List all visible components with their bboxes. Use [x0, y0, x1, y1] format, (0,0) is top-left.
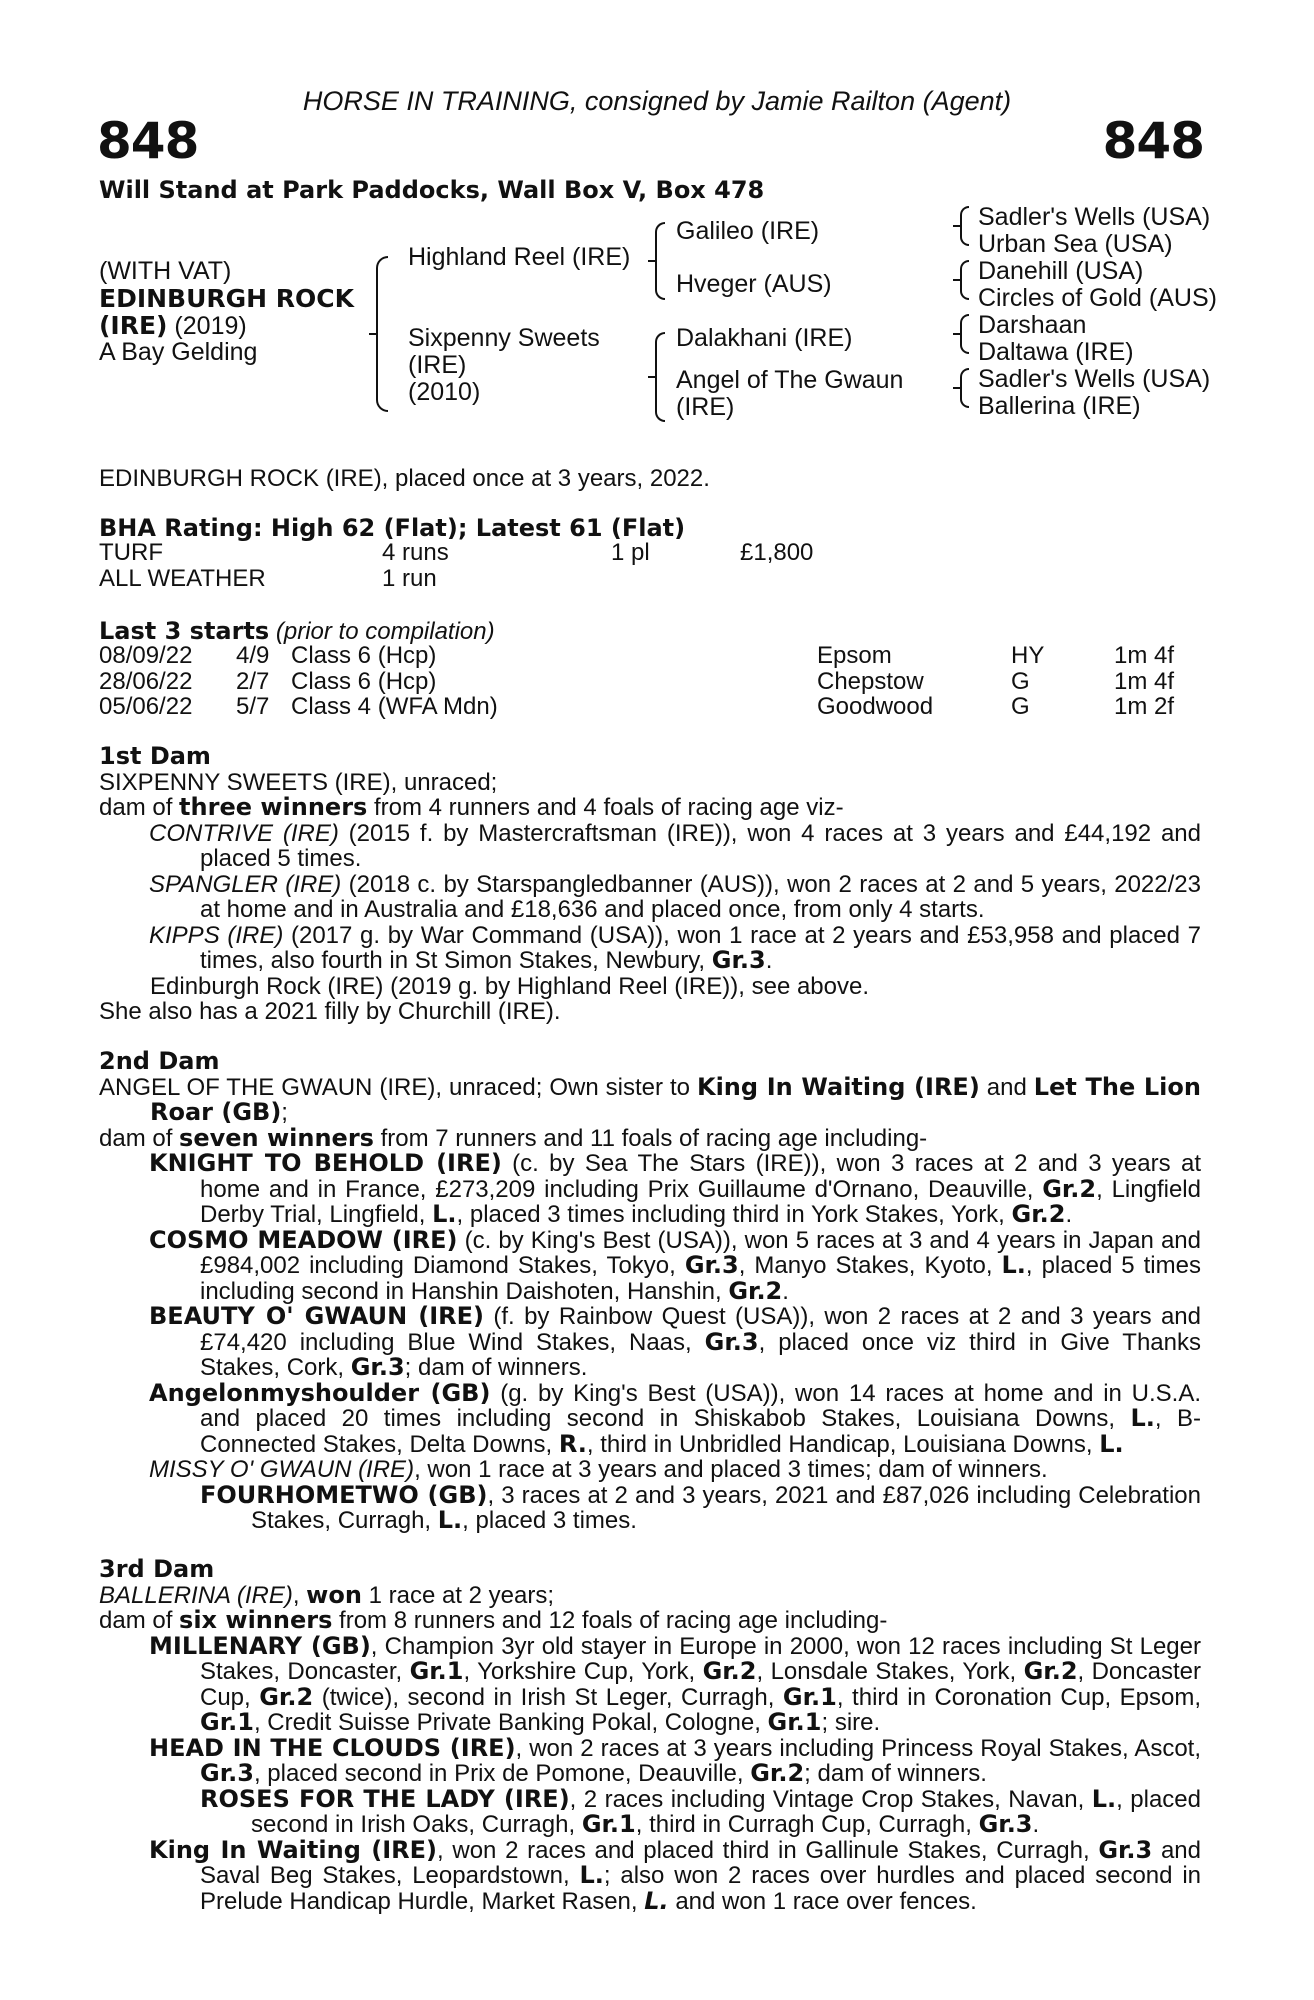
first-dam-section — [99, 744, 1201, 1025]
second-dam-foal-3: BEAUTY O' GWAUN (IRE) (f. by Rainbow Quest (USA)), won 2 races at 2 and 3 years and £74,420 including Blue Wind Stakes, Naas, Gr.3, placed once viz third in Give Thanks Stakes, Cork, Gr.3; dam of winners. — [149, 1302, 1202, 1381]
pedigree-gen3-5: Darshaan — [978, 311, 1087, 339]
third-dam-foal-2: HEAD IN THE CLOUDS (IRE), won 2 races at 3 years including Princess Royal Stakes, Ascot, Gr.3, placed second in Prix de Pomone, Deauville, Gr.2; dam of winners. — [149, 1733, 1202, 1787]
start-going: G — [1011, 667, 1030, 695]
pedigree-brace-dam — [655, 332, 665, 422]
second-dam-foal-4: Angelonmyshoulder (GB) (g. by King's Best (USA)), won 14 races at home and in U.S.A. and placed 20 times including second in Shiskabob Stakes, Louisiana Downs, L., B-Connected Stakes, Delta Downs, R., third in Unbridled Handicap, Louisiana Downs, L. — [149, 1378, 1201, 1458]
rating-table — [99, 540, 1199, 592]
second-dam-line: ANGEL OF THE GWAUN (IRE), unraced; Own sister to King In Waiting (IRE) and Let The Lion Roar (GB); — [99, 1072, 1201, 1126]
second-dam-heading: 2nd Dam — [99, 1047, 220, 1075]
consignor-header: HORSE IN TRAINING, consigned by Jamie Railton (Agent) — [302, 86, 1012, 116]
rating-placed: 1 pl — [611, 539, 650, 566]
lot-number-right: 848 — [1102, 112, 1204, 170]
first-dam-foal-2: SPANGLER (IRE) (2018 c. by Starspangledbanner (AUS)), won 2 races at 2 and 5 years, 2022/23 at home and in Australia and £18,636 and placed once, from only 4 starts. — [149, 870, 1201, 923]
pedigree-gen3-6: Daltawa (IRE) — [978, 338, 1134, 366]
start-going: HY — [1011, 642, 1045, 669]
first-dam-heading: 1st Dam — [99, 742, 211, 770]
rating-runs: 4 runs — [382, 539, 449, 566]
start-position: 4/9 — [236, 642, 270, 669]
third-dam-foal-1: MILLENARY (GB), Champion 3yr old stayer in Europe in 2000, won 12 races including St Leger Stakes, Doncaster, Gr.1, Yorkshire Cup, York, Gr.2, Lonsdale Stakes, York, Gr.2, Doncaster Cup, Gr.2 (twice), second in Irish St Leger, Curragh, Gr.1, third in Coronation Cup, Epsom, Gr.1, Credit Suisse Private Banking Pokal, Cologne, Gr.1; sire. — [149, 1631, 1201, 1736]
first-dam-foal-3: KIPPS (IRE) (2017 g. by War Command (USA)), won 1 race at 2 years and £53,958 and placed 7 times, also fourth in St Simon Stakes, Newbury, Gr.3. — [149, 921, 1201, 974]
second-dam-foal-1: KNIGHT TO BEHOLD (IRE) (c. by Sea The Stars (IRE)), won 3 races at 2 and 3 years at home and in France, £273,209 including Prix Guillaume d'Ornano, Deauville, Gr.2, Lingfield Derby Trial, Lingfield, L., placed 3 times including third in York Stakes, York, Gr.2. — [149, 1149, 1201, 1228]
first-dam-note: She also has a 2021 filly by Churchill (IRE). — [99, 998, 561, 1025]
start-course: Epsom — [817, 642, 892, 669]
pedigree-gen2-2: Hveger (AUS) — [676, 270, 832, 298]
pedigree-dam: Sixpenny Sweets — [408, 324, 600, 352]
pedigree-gen3-2: Urban Sea (USA) — [978, 230, 1173, 258]
third-dam-heading: 3rd Dam — [99, 1555, 215, 1583]
second-dam-section — [99, 1049, 1201, 1534]
rating-surface: TURF — [99, 539, 163, 566]
horse-description: A Bay Gelding — [99, 338, 258, 366]
pedigree-gen2-3: Dalakhani (IRE) — [676, 324, 853, 352]
pedigree-gen2-5: (IRE) — [676, 393, 735, 421]
stand-location: Will Stand at Park Paddocks, Wall Box V, Box 478 — [99, 176, 765, 204]
horse-name: EDINBURGH ROCK — [99, 284, 355, 313]
third-dam-foal-3: King In Waiting (IRE), won 2 races and placed third in Gallinule Stakes, Curragh, Gr.3 and Saval Beg Stakes, Leopardstown, L.; also won 2 races over hurdles and placed second in Prelude Handicap Hurdle, Market Rasen, L. and won 1 race over fences. — [149, 1835, 1201, 1915]
start-position: 2/7 — [236, 667, 270, 695]
third-dam-section — [99, 1557, 1201, 1914]
pedigree-brace-g3-3 — [960, 314, 969, 354]
rating-prize: £1,800 — [740, 539, 814, 566]
second-dam-produce-line: dam of seven winners from 7 runners and 11 foals of racing age including- — [99, 1123, 928, 1152]
pedigree-brace-g3-1 — [960, 206, 969, 246]
first-dam-produce-line: dam of three winners from 4 runners and 4 foals of racing age viz- — [99, 793, 844, 821]
third-dam-produce-line: dam of six winners from 8 runners and 12 foals of racing age including- — [99, 1606, 888, 1634]
start-distance: 1m 4f — [1114, 667, 1175, 695]
vat-note: (WITH VAT) — [99, 257, 232, 285]
pedigree-dam-year: (2010) — [408, 378, 481, 406]
pedigree-brace-sire — [655, 222, 665, 300]
rating-runs: 1 run — [382, 564, 437, 592]
start-distance: 1m 2f — [1114, 693, 1175, 720]
pedigree-gen3-1: Sadler's Wells (USA) — [978, 203, 1211, 231]
start-course: Chepstow — [817, 667, 924, 695]
horse-origin-year: (IRE) (2019) — [99, 311, 247, 340]
last-starts-heading: Last 3 starts (prior to compilation) — [99, 617, 495, 645]
start-date: 08/09/22 — [99, 642, 193, 669]
race-summary: EDINBURGH ROCK (IRE), placed once at 3 years, 2022. — [99, 465, 710, 492]
second-dam-grandfoal: FOURHOMETWO (GB), 3 races at 2 and 3 years, 2021 and £87,026 including Celebration Stakes, Curragh, L., placed 3 times. — [200, 1480, 1201, 1534]
start-course: Goodwood — [817, 693, 934, 720]
rating-heading: BHA Rating: High 62 (Flat); Latest 61 (Flat) — [99, 514, 686, 542]
pedigree-gen3-7: Sadler's Wells (USA) — [978, 365, 1211, 393]
first-dam-foal-4: Edinburgh Rock (IRE) (2019 g. by Highland Reel (IRE)), see above. — [150, 972, 870, 1000]
pedigree-gen3-4: Circles of Gold (AUS) — [978, 284, 1217, 312]
start-date: 05/06/22 — [99, 693, 193, 720]
last-starts-table — [99, 643, 1199, 721]
pedigree-gen2-4: Angel of The Gwaun — [676, 366, 904, 394]
start-distance: 1m 4f — [1114, 642, 1175, 669]
start-race: Class 4 (WFA Mdn) — [291, 693, 498, 720]
third-dam-line: BALLERINA (IRE), won 1 race at 2 years; — [99, 1580, 555, 1609]
start-race: Class 6 (Hcp) — [291, 642, 437, 669]
start-going: G — [1011, 693, 1030, 720]
pedigree-dam-origin: (IRE) — [408, 351, 467, 379]
lot-number-left: 848 — [97, 112, 199, 170]
start-race: Class 6 (Hcp) — [291, 667, 437, 695]
second-dam-foal-5: MISSY O' GWAUN (IRE), won 1 race at 3 years and placed 3 times; dam of winners. — [149, 1456, 1048, 1483]
pedigree-brace-g3-2 — [960, 260, 969, 300]
pedigree-gen3-8: Ballerina (IRE) — [978, 392, 1141, 420]
first-dam-foal-1: CONTRIVE (IRE) (2015 f. by Mastercraftsman (IRE)), won 4 races at 3 years and £44,192 and placed 5 times. — [149, 819, 1201, 872]
pedigree-brace-main — [376, 256, 388, 412]
pedigree-sire: Highland Reel (IRE) — [408, 243, 631, 271]
third-dam-grandfoal: ROSES FOR THE LADY (IRE), 2 races including Vintage Crop Stakes, Navan, L., placed second in Irish Oaks, Curragh, Gr.1, third in Curragh Cup, Curragh, Gr.3. — [200, 1784, 1201, 1838]
pedigree-gen3-3: Danehill (USA) — [978, 257, 1144, 285]
start-date: 28/06/22 — [99, 667, 193, 695]
first-dam-line: SIXPENNY SWEETS (IRE), unraced; — [99, 768, 498, 796]
second-dam-foal-2: COSMO MEADOW (IRE) (c. by King's Best (USA)), won 5 races at 3 and 4 years in Japan and £984,002 including Diamond Stakes, Tokyo, Gr.3, Manyo Stakes, Kyoto, L., placed 5 times including second in Hanshin Daishoten, Hanshin, Gr.2. — [149, 1225, 1202, 1305]
pedigree-brace-g3-4 — [960, 368, 969, 408]
start-position: 5/7 — [236, 693, 270, 720]
pedigree-gen2-1: Galileo (IRE) — [676, 217, 820, 245]
rating-surface: ALL WEATHER — [99, 564, 266, 592]
